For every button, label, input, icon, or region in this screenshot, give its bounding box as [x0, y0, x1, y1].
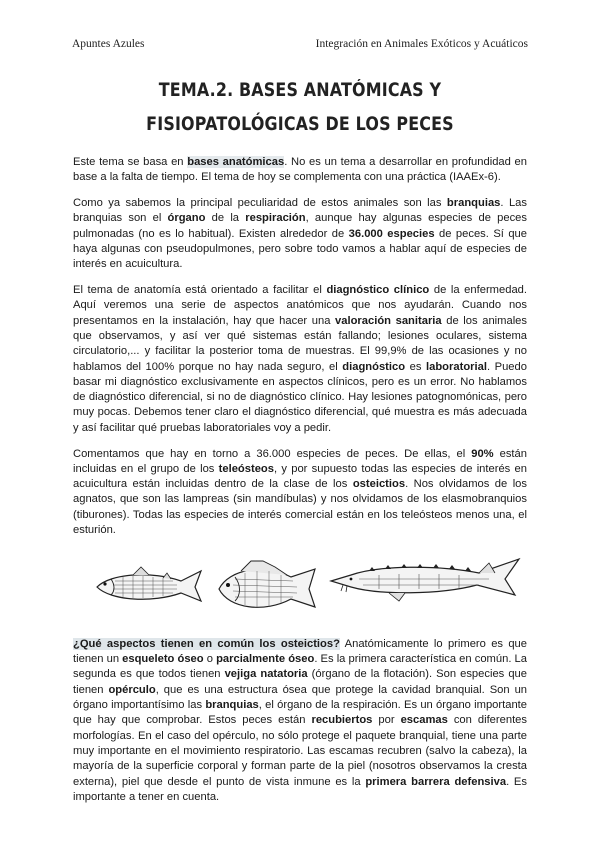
seabream-illustration [215, 559, 321, 615]
header-right: Integración en Animales Exóticos y Acuáticos [315, 38, 528, 50]
paragraph-osteictios: ¿Qué aspectos tienen en común los osteictios? Anatómicamente lo primero es que tienen un esqueleto óseo o parcialmente óseo. Es la primera característica en común. La segunda es que todos tienen vejiga natatoria (órgano de la flotación). Son especies que tienen opérculo, que es una estructura ósea que protege la cavidad branquial. Son un órgano importantísimo las branquias, el órgano de la respiración. Es un órgano importante que hay que comprobar. Estos peces están recubiertos por escamas con diferentes morfologías. En el caso del opérculo, no sólo protege el paquete branquial, tiene una parte muy importante en el movimiento respiratorio. Las escamas recubren (salvo la cabeza), la mayoría de la superficie corporal y forman parte de la piel (nosotros observamos la cresta externa), piel que desde el punto de vista inmune es la primera barrera defensiva. Es importante a tener en cuenta. [73, 637, 528, 803]
page-title: TEMA.2. BASES ANATÓMICAS Y FISIOPATOLÓGICAS DE LOS PECES [146, 80, 454, 135]
document-body [73, 155, 527, 816]
salmon-illustration [93, 565, 205, 609]
question-highlight: ¿Qué aspectos tienen en común los osteictios? [73, 637, 340, 650]
paragraph-diagnostico: El tema de anatomía está orientado a facilitar el diagnóstico clínico de la enfermedad. Aquí veremos una serie de aspectos anatómicos que nos ayudarán. Cuando nos presentamos en la instalación, hay que hacer una valoración sanitaria de los animales que observamos, y así ver qué sistemas están fallando; lesiones oculares, sistema circulatorio,... y facilitar la posterior toma de muestras. El 99,9% de las ocasiones y no hablamos del 100% porque no hay nada seguro, el diagnóstico es laboratorial. Puedo basar mi diagnóstico exclusivamente en aspectos clínicos, pero es un error. No hablamos de diagnóstico diferencial, si no de diagnóstico clínico. Hay lesiones patognomónicas, pero muy pocas. Debemos tener claro el diagnóstico diferencial, qué muestra es más adecuada y así facilitar qué pruebas laboratoriales voy a pedir. [73, 284, 528, 434]
paragraph-especies: Comentamos que hay en torno a 36.000 especies de peces. De ellas, el 90% están incluidas en el grupo de los teleósteos, y por supuesto todas las especies de interés en acuicultura están incluidas dentro de la clase de los osteictios. Nos olvidamos de los agnatos, que son las lampreas (sin mandíbulas) y nos olvidamos de los elasmobranquios (tiburones). Todas las especies de interés comercial están en los teleósteos menos una, el esturión. [73, 447, 527, 537]
fish-illustrations [73, 549, 527, 629]
header-left: Apuntes Azules [72, 38, 145, 50]
page-header [72, 38, 528, 52]
paragraph-branquias: Como ya sabemos la principal peculiaridad de estos animales son las branquias. Las branquias son el órgano de la respiración, aunque hay algunas especies de peces pulmonadas (no es lo habitual). Existen alrededor de 36.000 especies de peces. Sí que haya algunas con pseudopulmones, pero sobre todo vamos a hablar aquí de especies de interés en acuicultura. [73, 197, 527, 271]
sturgeon-illustration [329, 555, 525, 611]
paragraph-intro: Este tema se basa en bases anatómicas. No es un tema a desarrollar en profundidad en base a la falta de tiempo. El tema de hoy se complementa con una práctica (IAAEx-6). [73, 156, 527, 184]
